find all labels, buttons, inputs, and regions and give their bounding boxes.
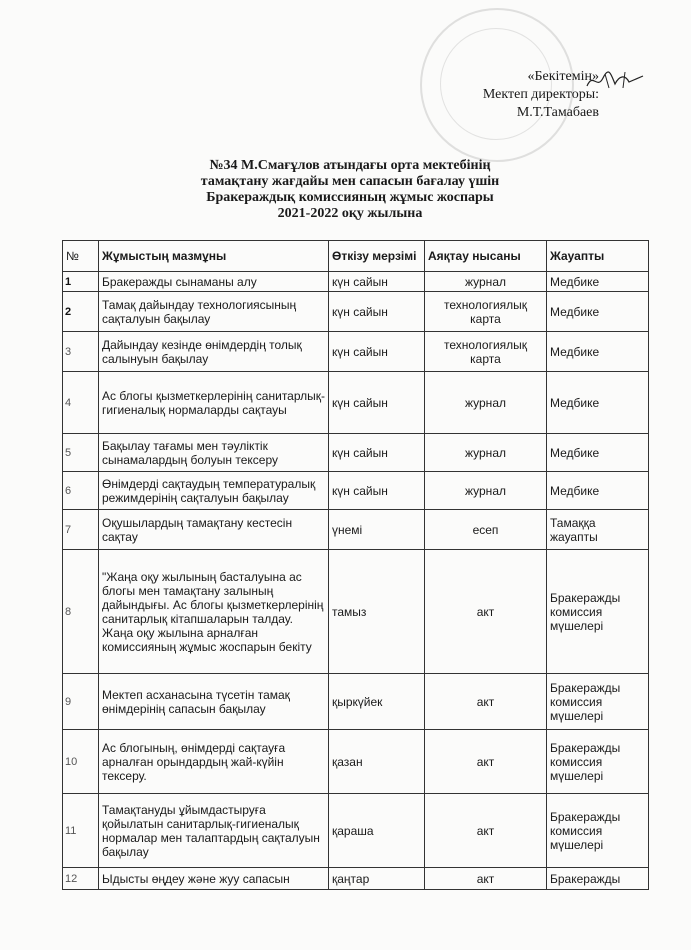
row-number: 1 (63, 272, 99, 292)
row-number: 12 (63, 868, 99, 890)
row-date: күн сайын (329, 434, 425, 472)
row-content: Ас блогының, өнімдерді сақтауға арналған орындардың жай-күйін тексеру. (99, 730, 329, 794)
table-row (63, 292, 649, 332)
row-form: журнал (425, 472, 547, 510)
row-form: журнал (425, 434, 547, 472)
row-form: есеп (425, 510, 547, 550)
row-date: қаңтар (329, 868, 425, 890)
row-form: акт (425, 674, 547, 730)
row-date: қыркүйек (329, 674, 425, 730)
row-content: Тамақтануды ұйымдастыруға қойылатын санитарлық-гигиеналық нормалар мен талаптардың сақталуын бақылау (99, 794, 329, 868)
row-content: Ас блогы қызметкерлерінің санитарлық-гигиеналық нормаларды сақтауы (99, 372, 329, 434)
row-date: күн сайын (329, 272, 425, 292)
row-responsible: Медбике (547, 472, 649, 510)
row-date: күн сайын (329, 472, 425, 510)
row-content: Бракеражды сынаманы алу (99, 272, 329, 292)
row-responsible: Медбике (547, 434, 649, 472)
title-line-3: Бракераждық комиссияның жұмыс жоспары (206, 190, 494, 205)
row-number: 5 (63, 434, 99, 472)
title-line-2: тамақтану жағдайы мен сапасын бағалау үшін (200, 174, 500, 189)
table-header-row (63, 241, 649, 272)
row-number: 7 (63, 510, 99, 550)
header-responsible: Жауапты (547, 241, 649, 272)
row-form: акт (425, 794, 547, 868)
row-content: Оқушылардың тамақтану кестесін сақтау (99, 510, 329, 550)
row-form: акт (425, 730, 547, 794)
row-content: Мектеп асханасына түсетін тамақ өнімдерінің сапасын бақылау (99, 674, 329, 730)
row-responsible: Медбике (547, 272, 649, 292)
row-responsible: Бракеражды комиссия мүшелері (547, 730, 649, 794)
row-content: Ыдысты өңдеу және жуу сапасын (99, 868, 329, 890)
header-date: Өткізу мерзімі (329, 241, 425, 272)
row-date: қараша (329, 794, 425, 868)
row-number: 11 (63, 794, 99, 868)
row-date: қазан (329, 730, 425, 794)
title-line-4: 2021-2022 оқу жылына (277, 206, 423, 221)
row-date: күн сайын (329, 372, 425, 434)
row-responsible: Медбике (547, 332, 649, 372)
row-date: тамыз (329, 550, 425, 674)
table-row (63, 510, 649, 550)
row-responsible: Бракеражды (547, 868, 649, 890)
row-responsible: Медбике (547, 372, 649, 434)
table-row (63, 434, 649, 472)
row-content: Тамақ дайындау технологиясының сақталуын бақылау (99, 292, 329, 332)
work-plan-table (62, 240, 649, 890)
header-form: Аяқтау нысаны (425, 241, 547, 272)
row-responsible: Медбике (547, 292, 649, 332)
row-content: Өнімдерді сақтаудың температуралық режимдерінің сақталуын бақылау (99, 472, 329, 510)
row-responsible: Тамаққа жауапты (547, 510, 649, 550)
row-content: Бақылау тағамы мен тәуліктік сынамалардың болуын тексеру (99, 434, 329, 472)
row-number: 4 (63, 372, 99, 434)
row-number: 6 (63, 472, 99, 510)
table-row (63, 794, 649, 868)
table-row (63, 472, 649, 510)
approval-position: Мектеп директоры: (482, 87, 599, 102)
approval-label: «Бекітемін» (527, 69, 599, 84)
approval-block (483, 68, 599, 122)
row-responsible: Бракеражды комиссия мүшелері (547, 550, 649, 674)
row-form: акт (425, 868, 547, 890)
row-responsible: Бракеражды комиссия мүшелері (547, 794, 649, 868)
row-date: күн сайын (329, 292, 425, 332)
table-row (63, 674, 649, 730)
table-row (63, 550, 649, 674)
row-form: акт (425, 550, 547, 674)
approval-name: М.Т.Тамабаев (516, 105, 599, 120)
row-number: 8 (63, 550, 99, 674)
row-content: Дайындау кезінде өнімдердің толық салынуын бақылау (99, 332, 329, 372)
row-number: 2 (63, 292, 99, 332)
table-row (63, 272, 649, 292)
table-row (63, 730, 649, 794)
row-number: 3 (63, 332, 99, 372)
row-form: журнал (425, 372, 547, 434)
row-date: үнемі (329, 510, 425, 550)
row-responsible: Бракеражды комиссия мүшелері (547, 674, 649, 730)
row-form: технологиялық карта (425, 332, 547, 372)
table-row (63, 868, 649, 890)
director-signature (585, 70, 645, 92)
document-title (150, 158, 550, 222)
row-number: 9 (63, 674, 99, 730)
row-form: технологиялық карта (425, 292, 547, 332)
row-content: "Жаңа оқу жылының басталуына ас блогы мен тамақтану залының дайындығы. Ас блогы қызметкерлерінің санитарлық кітапшаларын талдау. Жаңа оқу жылына арналған комиссияның жұмыс жоспарын бекіту (99, 550, 329, 674)
row-date: күн сайын (329, 332, 425, 372)
table-row (63, 372, 649, 434)
title-line-1: №34 М.Смағұлов атындағы орта мектебінің (209, 158, 491, 173)
header-content: Жұмыстың мазмұны (99, 241, 329, 272)
row-form: журнал (425, 272, 547, 292)
header-number: № (63, 241, 99, 272)
table-row (63, 332, 649, 372)
row-number: 10 (63, 730, 99, 794)
